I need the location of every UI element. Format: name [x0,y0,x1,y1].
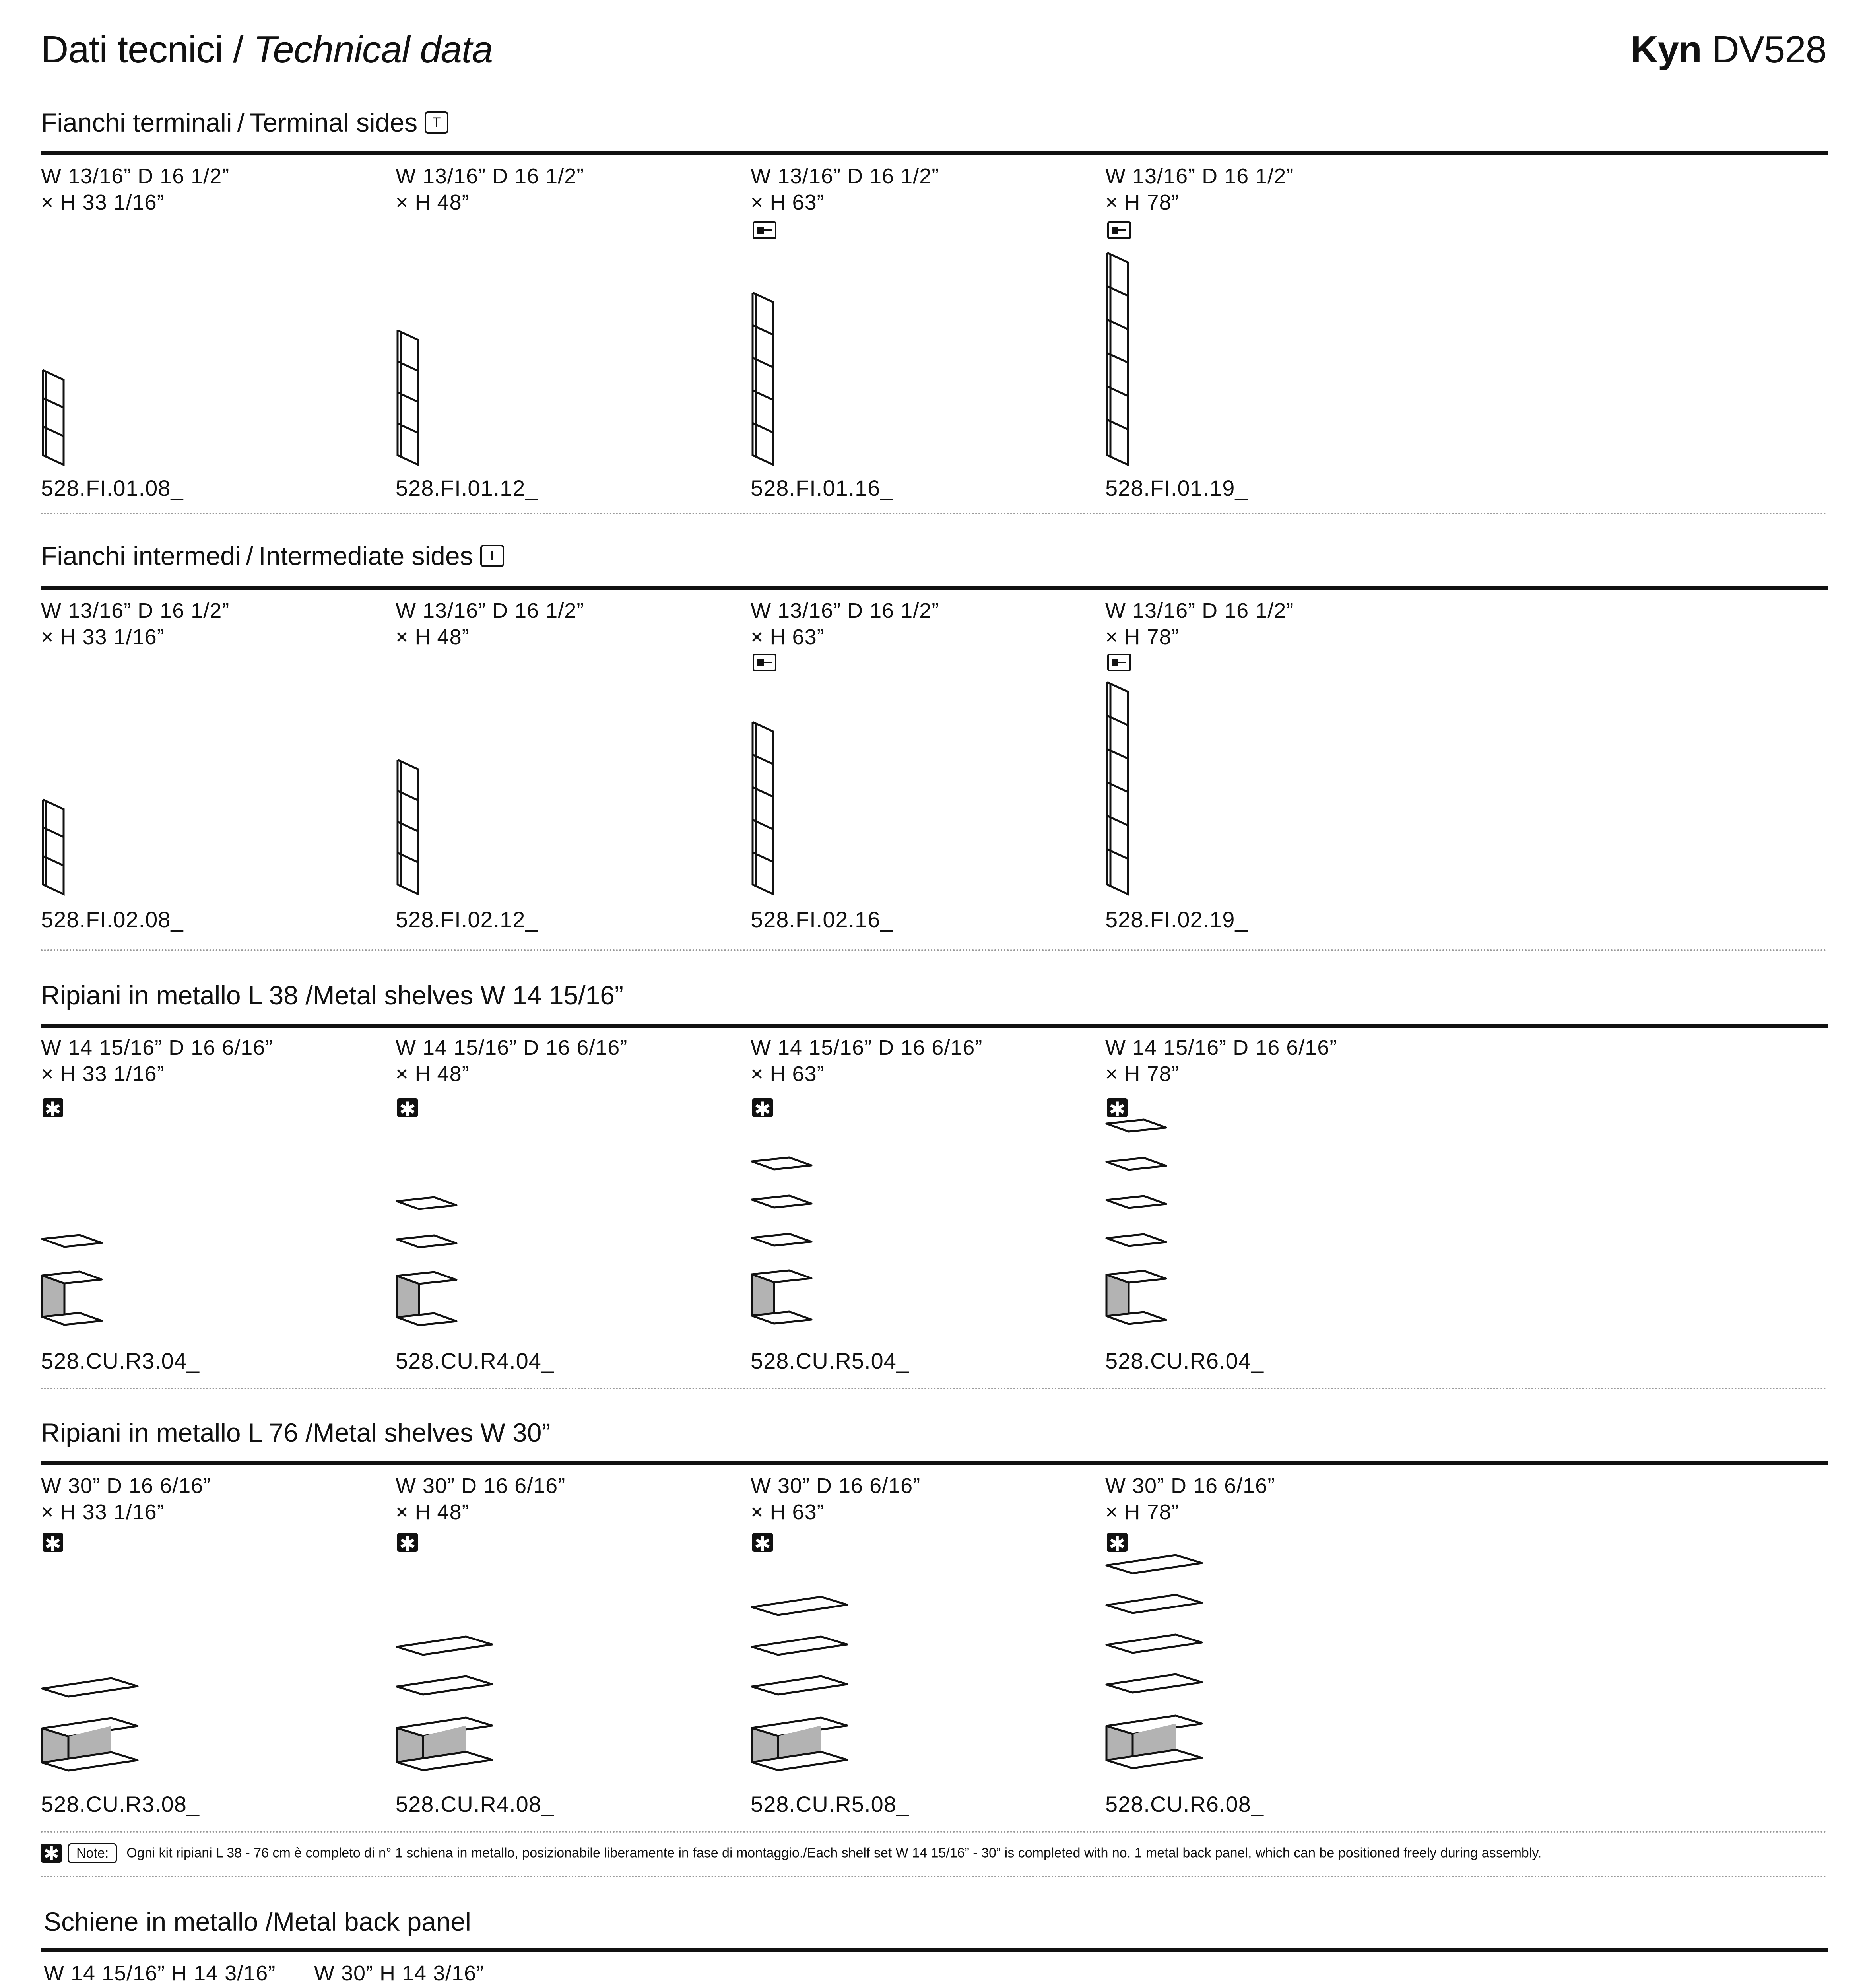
section-title-text: Fianchi intermedi / Intermediate sides [41,541,473,571]
product-name [1630,28,1826,72]
product-code: 528.CU.R3.04_ [41,1348,200,1373]
side-frame-drawing [1104,680,1136,897]
dimension-label [396,598,584,650]
side-frame-drawing [40,797,72,897]
section-title-text: Ripiani in metallo L 76 /Metal shelves W 30” [41,1418,551,1447]
product-code: 528.FI.02.19_ [1105,907,1248,932]
dim-line-2: × H 48” [396,625,470,649]
section-title-metal-shelves-38 [41,980,623,1010]
product-code: 528.FI.01.16_ [751,476,893,501]
product-code: 528.CU.R5.04_ [751,1348,910,1373]
dim-line-1: W 30” D 16 6/16” [41,1474,211,1498]
dimension-label [396,1035,627,1087]
wall-fixing-icon [1107,221,1131,239]
back-panel-included-icon: ✱ [43,1098,63,1117]
page-title [41,28,493,72]
badge-t-icon: T [425,111,448,134]
product-code: 528.FI.01.19_ [1105,476,1248,501]
dim-line-1: W 13/16” D 16 1/2” [1105,164,1294,188]
dimension-label [751,1035,982,1087]
dim-line-2: × H 33 1/16” [41,1062,165,1086]
section-title-intermediate-sides [41,541,504,571]
side-frame-drawing [749,290,781,467]
wall-fixing-icon [753,654,776,671]
dim-line-1: W 13/16” D 16 1/2” [751,164,939,188]
dimension-label [1105,598,1294,650]
side-frame-drawing [394,757,426,897]
dimension-label [751,1473,920,1525]
wide-shelf-set-drawing [40,1676,143,1795]
dimension-label [41,163,229,215]
dim-line-1: W 13/16” D 16 1/2” [396,599,584,623]
dimension-label [396,1473,565,1525]
wide-shelf-set-drawing [394,1634,498,1795]
wide-shelf-set-drawing [749,1594,853,1795]
dotted-divider [41,1388,1828,1389]
dim-line-1: W 13/16” D 16 1/2” [41,599,230,623]
product-code: 528.CU.R3.08_ [41,1792,200,1817]
dim-line-2: × H 78” [1105,190,1179,214]
product-code: 528.FI.01.08_ [41,476,184,501]
product-code: 528.FI.02.16_ [751,907,893,932]
dimension-label [44,1960,276,1988]
section-rule [41,1024,1828,1028]
dim-line-2: × H 48” [396,1500,470,1524]
section-title-text: Fianchi terminali / Terminal sides [41,108,418,137]
dim-line-1: W 14 15/16” D 16 6/16” [1105,1036,1337,1060]
section-rule [41,1461,1828,1465]
section-title-back-panel [44,1906,471,1937]
section-title-text: Ripiani in metallo L 38 /Metal shelves W 14 15/16” [41,980,623,1010]
product-code: 528.CU.R5.08_ [751,1792,910,1817]
dimension-label [41,1035,273,1087]
dim-line-1: W 14 15/16” D 16 6/16” [41,1036,273,1060]
back-panel-included-icon: ✱ [397,1098,418,1117]
dim-line-2: × H 63” [751,1062,825,1086]
dim-line-1: W 30” D 16 6/16” [396,1474,566,1498]
badge-i-icon: I [480,545,504,567]
back-panel-included-icon: ✱ [43,1533,63,1552]
dim-line-2: × H 33 1/16” [41,1500,165,1524]
shelf-set-drawing [40,1233,107,1340]
section-title-metal-shelves-76 [41,1417,550,1448]
product-code: 528.CU.R4.08_ [396,1792,555,1817]
dim-line-1: W 13/16” D 16 1/2” [41,164,230,188]
back-panel-included-icon: ✱ [41,1844,62,1863]
dimension-label [1105,163,1294,215]
wall-fixing-icon [753,221,776,239]
back-panel-included-icon: ✱ [397,1533,418,1552]
dim-line-2: × H 78” [1105,625,1179,649]
dim-line-2: × H 48” [396,190,470,214]
dotted-divider [41,1831,1828,1833]
back-panel-included-icon: ✱ [1107,1533,1128,1552]
back-panel-included-icon: ✱ [752,1533,773,1552]
product-code: 528.FI.01.12_ [396,476,538,501]
wall-fixing-icon [1107,654,1131,671]
dimension-label [314,1960,484,1988]
wide-shelf-set-drawing [1104,1553,1207,1795]
dim-line-2: × H 48” [396,1062,470,1086]
dim-line-1: W 14 15/16” H 14 3/16” [44,1961,276,1985]
side-frame-drawing [40,368,72,467]
dim-line-1: W 13/16” D 16 1/2” [396,164,584,188]
side-frame-drawing [749,720,781,897]
brand-name: Kyn [1630,28,1702,71]
product-code: 528.CU.R6.04_ [1105,1348,1264,1373]
shelf-set-drawing [394,1195,462,1340]
shelf-set-drawing [749,1155,817,1340]
section-rule [41,586,1828,590]
section-title-text: Schiene in metallo /Metal back panel [44,1907,471,1936]
dim-line-2: × H 63” [751,625,825,649]
dimension-label [41,1473,211,1525]
dim-line-2: × H 63” [751,190,825,214]
dimension-label [751,163,939,215]
dotted-divider [41,1876,1828,1877]
dim-line-1: W 14 15/16” D 16 6/16” [396,1036,628,1060]
product-code: 528.FI.02.08_ [41,907,184,932]
dotted-divider [41,513,1828,514]
dim-line-2: × H 78” [1105,1062,1179,1086]
shelves-note [41,1843,1541,1863]
title-italian: Dati tecnici / [41,28,243,71]
dotted-divider [41,949,1828,951]
dimension-label [1105,1035,1337,1087]
title-english: Technical data [253,28,493,71]
dim-line-1: W 30” D 16 6/16” [751,1474,921,1498]
dim-line-1: W 30” D 16 6/16” [1105,1474,1275,1498]
product-code: 528.FI.02.12_ [396,907,538,932]
dim-line-1: W 13/16” D 16 1/2” [1105,599,1294,623]
dim-line-2: × H 33 1/16” [41,625,165,649]
product-code: 528.CU.R6.08_ [1105,1792,1264,1817]
shelf-set-drawing [1104,1117,1172,1340]
dimension-label [1105,1473,1275,1525]
dim-line-2: × H 33 1/16” [41,190,165,214]
side-frame-drawing [1104,250,1136,467]
note-text: Ogni kit ripiani L 38 - 76 cm è completo di n° 1 schiena in metallo, posizionabile liberamente in fase di montaggio./Each shelf set W 14 15/16” - 30” is completed with no. 1 metal back panel, which can be positioned freely during assembly. [126,1845,1542,1861]
dim-line-1: W 30” H 14 3/16” [314,1961,484,1985]
dim-line-2: × H 78” [1105,1500,1179,1524]
back-panel-included-icon: ✱ [752,1098,773,1117]
product-code: 528.CU.R4.04_ [396,1348,555,1373]
section-title-terminal-sides [41,107,448,138]
model-code: DV528 [1712,28,1826,71]
dimension-label [396,163,584,215]
dimension-label [41,598,229,650]
side-frame-drawing [394,328,426,467]
dim-line-1: W 13/16” D 16 1/2” [751,599,939,623]
dim-line-1: W 14 15/16” D 16 6/16” [751,1036,983,1060]
section-rule [41,1948,1828,1952]
note-label: Note: [68,1843,117,1863]
dim-line-2: × H 63” [751,1500,825,1524]
dimension-label [751,598,939,650]
section-rule [41,151,1828,155]
back-panel-included-icon: ✱ [1107,1098,1128,1117]
